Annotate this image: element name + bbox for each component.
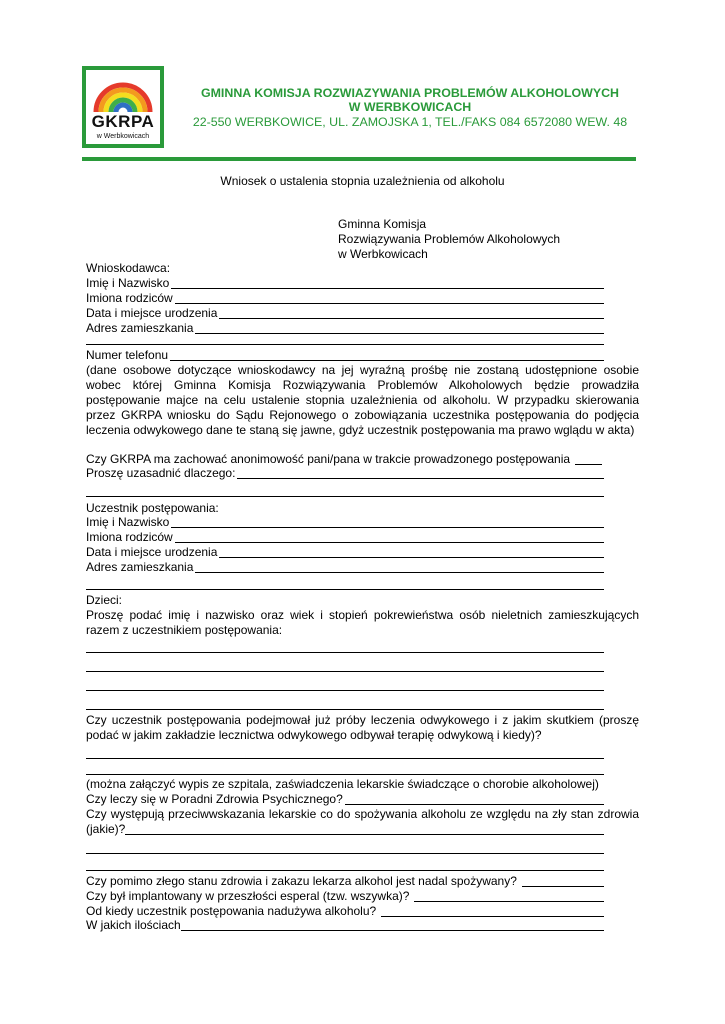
fill-line[interactable] <box>522 885 604 887</box>
fill-line[interactable] <box>195 571 604 573</box>
still-drinking-question[interactable] <box>86 874 604 889</box>
fill-line[interactable] <box>86 870 604 871</box>
fill-line[interactable] <box>237 477 604 479</box>
fill-line[interactable] <box>86 758 604 759</box>
fill-line[interactable] <box>171 526 604 528</box>
contraindication-question: Czy występują przeciwwskazania lekarskie co do spożywania alkoholu ze względu na zły stan zdrowia <box>86 807 639 821</box>
participant-name-field[interactable] <box>86 515 604 530</box>
fill-line[interactable] <box>219 556 604 558</box>
treatment-question: podać w jakim zakładzie lecznictwa odwykowego odbywał terapię odwykową i kiedy)? <box>86 728 542 742</box>
applicant-address-field[interactable] <box>86 321 604 336</box>
fill-line[interactable] <box>381 915 604 917</box>
field-label: Imię i Nazwisko <box>86 515 170 529</box>
field-label: Data i miejsce urodzenia <box>86 545 218 559</box>
addressee-line: w Werbkowicach <box>338 247 428 261</box>
addressee-line: Gminna Komisja <box>338 217 427 231</box>
fill-line[interactable] <box>86 774 604 775</box>
fill-line[interactable] <box>175 541 604 543</box>
justification-field[interactable] <box>86 466 604 481</box>
contraindication-field[interactable] <box>86 822 604 837</box>
fill-line[interactable] <box>125 833 604 835</box>
question-label: Czy był implantowany w przeszłości esperal (tzw. wszywka)? <box>86 889 410 903</box>
org-location: W WERBKOWICACH <box>348 100 472 114</box>
field-label: Data i miejsce urodzenia <box>86 306 218 320</box>
privacy-notice: (dane osobowe dotyczące wnioskodawcy na jej wyraźną prośbę nie zostaną udostępnione osobie wobec której Gminna Komisja Rozwiązywania Problemów Alkoholowych będzie prowadziła postępowanie majce na celu ustalenie stopnia uzależnienia od alkoholu. W przypadku skierowania przez GKRPA wniosku do Sądu Rejonowego o zobowiązania uczestnika postępowania do podjęcia leczenia odwykowego dane te staną się jawne, gdyż uczestnik postępowania ma prawo wglądu w akta) <box>86 363 639 437</box>
fill-line[interactable] <box>219 317 604 319</box>
fill-line[interactable] <box>86 709 604 710</box>
field-label: (jakie)? <box>86 822 126 836</box>
field-label: Adres zamieszkania <box>86 321 194 335</box>
logo-subtext: w Werbkowicach <box>96 133 150 140</box>
gkrpa-logo <box>82 66 164 148</box>
esperal-question[interactable] <box>86 889 604 904</box>
psych-clinic-question[interactable] <box>86 792 604 807</box>
treatment-question: Czy uczestnik postępowania podejmował już próby leczenia odwykowego i z jakim skutkiem (proszę <box>86 713 639 727</box>
question-label: Czy GKRPA ma zachować anonimowość pani/pana w trakcie prowadzonego postępowania <box>86 452 571 466</box>
applicant-phone-field[interactable] <box>86 348 604 363</box>
amounts-question[interactable] <box>86 918 604 933</box>
children-instruction: razem z uczestnikiem postępowania: <box>86 623 283 637</box>
question-label: Czy pomimo złego stanu zdrowia i zakazu lekarza alkohol jest nadal spożywany? <box>86 874 517 888</box>
fill-line[interactable] <box>170 359 604 361</box>
fill-line[interactable] <box>86 652 604 653</box>
fill-line[interactable] <box>414 900 604 902</box>
rainbow-icon <box>90 74 156 114</box>
field-label: Imiona rodziców <box>86 530 173 544</box>
fill-line[interactable] <box>345 803 604 805</box>
fill-line[interactable] <box>86 589 604 590</box>
fill-line[interactable] <box>175 302 604 304</box>
applicant-heading: Wnioskodawca: <box>86 261 171 275</box>
children-instruction: Proszę podać imię i nazwisko oraz wiek i stopień pokrewieństwa osób nieletnich zamieszkujących <box>86 608 639 622</box>
question-label: Czy leczy się w Poradni Zdrowia Psychicznego? <box>86 792 343 806</box>
anonymity-question[interactable] <box>86 452 604 467</box>
fill-line[interactable] <box>86 344 604 345</box>
field-label: Proszę uzasadnić dlaczego: <box>86 466 236 480</box>
header-divider <box>82 157 636 161</box>
applicant-name-field[interactable] <box>86 276 604 291</box>
fill-line[interactable] <box>195 332 604 334</box>
fill-line[interactable] <box>86 671 604 672</box>
participant-heading: Uczestnik postępowania: <box>86 501 219 515</box>
field-label: Imię i Nazwisko <box>86 276 170 290</box>
fill-line[interactable] <box>86 496 604 497</box>
question-label: W jakich ilościach <box>86 918 181 932</box>
fill-line[interactable] <box>575 463 602 465</box>
fill-line[interactable] <box>171 287 604 289</box>
participant-parents-field[interactable] <box>86 530 604 545</box>
field-label: Numer telefonu <box>86 348 169 362</box>
participant-birth-field[interactable] <box>86 545 604 560</box>
participant-address-field[interactable] <box>86 560 604 575</box>
question-label: Od kiedy uczestnik postępowania nadużywa alkoholu? <box>86 904 377 918</box>
fill-line[interactable] <box>86 853 604 854</box>
logo-text: GKRPA <box>91 112 155 131</box>
attachment-note: (można załączyć wypis ze szpitala, zaświadczenia lekarskie świadczące o chorobie alkoholowej) <box>86 777 599 791</box>
applicant-parents-field[interactable] <box>86 291 604 306</box>
org-address: 22-550 WERBKOWICE, UL. ZAMOJSKA 1, TEL./FAKS 084 6572080 WEW. 48 <box>192 115 628 129</box>
children-heading: Dzieci: <box>86 593 123 607</box>
document-title: Wniosek o ustalenia stopnia uzależnienia od alkoholu <box>220 174 505 188</box>
since-when-question[interactable] <box>86 904 604 919</box>
fill-line[interactable] <box>181 929 604 931</box>
addressee-line: Rozwiązywania Problemów Alkoholowych <box>338 232 561 246</box>
fill-line[interactable] <box>86 690 604 691</box>
applicant-birth-field[interactable] <box>86 306 604 321</box>
field-label: Adres zamieszkania <box>86 560 194 574</box>
org-name: GMINNA KOMISJA ROZWIAZYWANIA PROBLEMÓW ALKOHOLOWYCH <box>200 86 620 100</box>
field-label: Imiona rodziców <box>86 291 173 305</box>
